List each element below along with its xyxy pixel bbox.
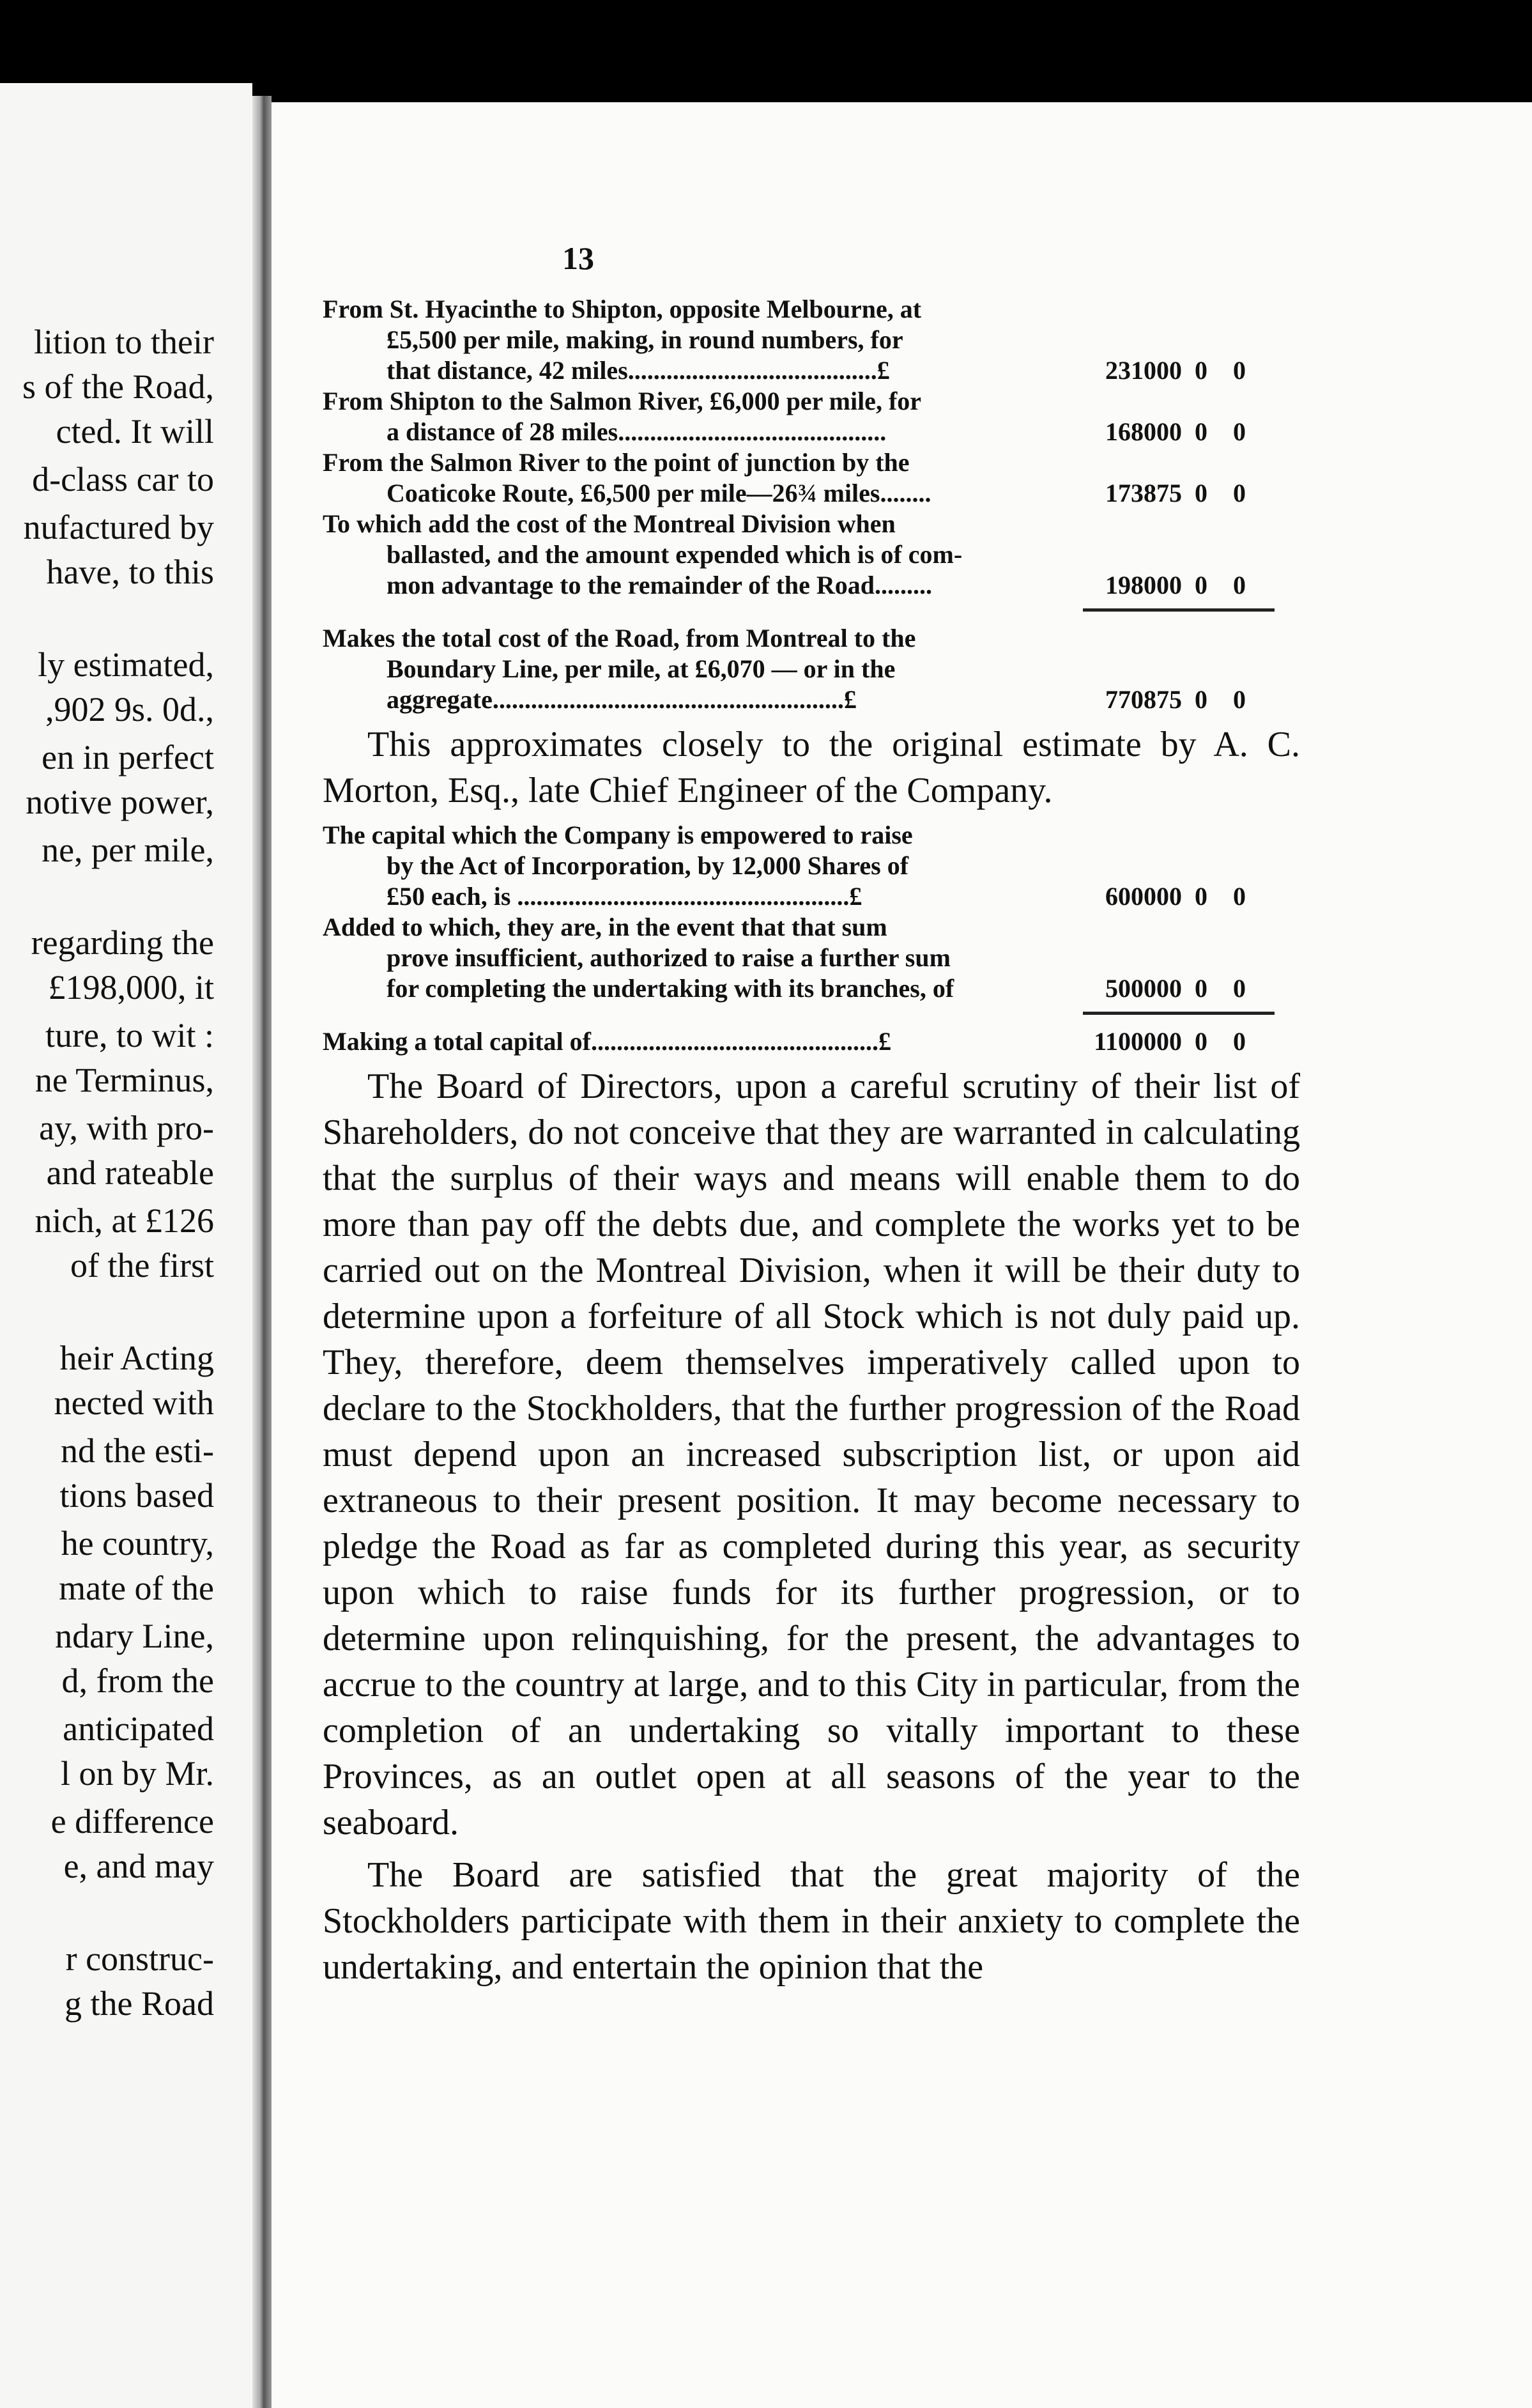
paragraph-estimate: This approximates closely to the original estimate by A. C. Morton, Esq., late Chief Engineer of the Company.: [323, 725, 1300, 810]
row-text: for completing the undertaking with its branches, of: [387, 974, 954, 1003]
row-text: £50 each, is ....................................................£: [387, 882, 862, 911]
left-line: en in perfect: [42, 738, 214, 776]
amount-shillings: 0: [1195, 417, 1207, 446]
capital-table: [323, 820, 1300, 1057]
left-line: e, and may: [63, 1847, 214, 1885]
row-text: prove insufficient, authorized to raise a further sum: [387, 943, 951, 972]
left-line: have, to this: [46, 553, 214, 591]
row-text: ballasted, and the amount expended which is of com-: [387, 540, 963, 569]
amount-shillings: 0: [1195, 571, 1207, 599]
row-text: Boundary Line, per mile, at £6,070 — or in the: [387, 654, 896, 683]
row-text: The capital which the Company is empowered to raise: [323, 821, 913, 849]
row-text: mon advantage to the remainder of the Road.........: [387, 571, 933, 599]
left-line: heir Acting: [59, 1339, 214, 1377]
row-text: a distance of 28 miles..........................................: [387, 417, 887, 446]
page-content: [323, 240, 1300, 1996]
left-line: nich, at £126: [34, 1201, 214, 1240]
row-text: by the Act of Incorporation, by 12,000 Shares of: [387, 851, 909, 880]
book-gutter: [252, 96, 272, 2408]
left-line: g the Road: [65, 1984, 214, 2023]
sum-rule: [323, 608, 1300, 612]
left-line: s of the Road,: [22, 367, 214, 406]
left-line: d, from the: [61, 1662, 214, 1700]
amount-pence: 0: [1233, 571, 1246, 599]
left-line: mate of the: [59, 1569, 214, 1607]
estimate-row: [323, 509, 1300, 601]
page-number: 13: [562, 240, 594, 276]
capital-row: [323, 912, 1300, 1004]
amount-shillings: 0: [1195, 882, 1207, 911]
row-text: From St. Hyacinthe to Shipton, opposite Melbourne, at: [323, 295, 922, 323]
estimate-row: [323, 386, 1300, 447]
left-line: cted. It will: [56, 412, 214, 451]
left-line: nd the esti-: [61, 1432, 214, 1470]
amount-pence: 0: [1233, 417, 1246, 446]
left-line: r construc-: [65, 1940, 214, 1978]
left-line: d-class car to: [32, 460, 214, 498]
amount-pounds: 1100000: [1094, 1027, 1182, 1056]
left-line: ne Terminus,: [34, 1061, 214, 1099]
left-line: nected with: [54, 1384, 214, 1422]
estimate-row: [323, 294, 1300, 386]
row-text: Making a total capital of.............................................£: [323, 1027, 891, 1056]
total-cost-row: [323, 623, 1300, 715]
row-text: To which add the cost of the Montreal Division when: [323, 509, 896, 538]
left-line: notive power,: [26, 783, 214, 821]
row-text: £5,500 per mile, making, in round numbers, for: [387, 325, 903, 354]
left-line: l on by Mr.: [60, 1754, 214, 1793]
row-text: From the Salmon River to the point of junction by the: [323, 448, 910, 477]
amount-shillings: 0: [1195, 1027, 1207, 1056]
left-line: tions based: [59, 1476, 214, 1515]
left-line: ay, with pro-: [39, 1109, 214, 1147]
left-line: and rateable: [46, 1154, 214, 1192]
left-line: e difference: [50, 1802, 214, 1841]
paragraph-satisfied: The Board are satisfied that the great majority of the Stockholders participate with them in their anxiety to complete the undertaking, and entertain the opinion that the: [323, 1855, 1300, 1987]
row-text: aggregate.......................................................£: [387, 685, 857, 714]
amount-pounds: 168000: [1105, 417, 1182, 446]
amount-pounds: 198000: [1105, 571, 1182, 599]
amount-pence: 0: [1233, 974, 1246, 1003]
amount-shillings: 0: [1195, 974, 1207, 1003]
amount-pounds: 173875: [1105, 479, 1182, 507]
capital-total-row: [323, 1026, 1300, 1057]
row-text: From Shipton to the Salmon River, £6,000 per mile, for: [323, 387, 922, 415]
left-line: ture, to wit :: [45, 1016, 214, 1054]
row-text: that distance, 42 miles.......................................£: [387, 356, 890, 385]
row-text: Coaticoke Route, £6,500 per mile—26¾ miles........: [387, 479, 931, 507]
left-line: £198,000, it: [48, 968, 214, 1007]
left-line: nufactured by: [23, 508, 214, 546]
capital-row: [323, 820, 1300, 912]
amount-pounds: 500000: [1105, 974, 1182, 1003]
amount-shillings: 0: [1195, 356, 1207, 385]
left-line: he country,: [61, 1524, 214, 1563]
left-line: anticipated: [63, 1710, 214, 1748]
row-text: Added to which, they are, in the event that that sum: [323, 913, 887, 941]
left-line: ,902 9s. 0d.,: [45, 690, 214, 729]
left-line: ly estimated,: [38, 645, 214, 684]
amount-pence: 0: [1233, 882, 1246, 911]
sum-rule: [323, 1012, 1300, 1015]
amount-pence: 0: [1233, 1027, 1246, 1056]
left-line: of the first: [70, 1246, 214, 1285]
amount-shillings: 0: [1195, 479, 1207, 507]
amount-pounds: 600000: [1105, 882, 1182, 911]
cost-estimate-table: [323, 275, 1300, 715]
paragraph-board: The Board of Directors, upon a careful scrutiny of their list of Shareholders, do not conceive that they are warranted in calculating that the surplus of their ways and means will enable them to do more than pay off the debts due, and complete the works yet to be carried out on the Montreal Division, when it will be their duty to determine upon a forfeiture of all Stock which is not duly paid up. They, therefore, deem themselves imperatively called upon to declare to the Stockholders, that the further progression of the Road must depend upon an increased subscription list, or upon aid extraneous to their present position. It may become necessary to pledge the Road as far as completed during this year, as security upon which to raise funds for its further progression, or to determine upon relinquishing, for the present, the advantages to accrue to the country at large, and to this City in particular, from the completion of an undertaking so vitally important to these Provinces, as an outlet open at all seasons of the year to the seaboard.: [323, 1067, 1300, 1842]
amount-pence: 0: [1233, 356, 1246, 385]
left-page: [0, 83, 252, 2408]
amount-pounds: 231000: [1105, 356, 1182, 385]
left-line: regarding the: [31, 923, 214, 962]
left-line: lition to their: [34, 323, 214, 361]
left-line: ne, per mile,: [42, 831, 214, 869]
amount-pence: 0: [1233, 685, 1246, 714]
right-page: [272, 102, 1532, 2408]
left-line: ndary Line,: [55, 1617, 214, 1655]
row-text: Makes the total cost of the Road, from Montreal to the: [323, 624, 916, 652]
estimate-row: [323, 447, 1300, 509]
amount-pounds: 770875: [1105, 685, 1182, 714]
amount-pence: 0: [1233, 479, 1246, 507]
amount-shillings: 0: [1195, 685, 1207, 714]
